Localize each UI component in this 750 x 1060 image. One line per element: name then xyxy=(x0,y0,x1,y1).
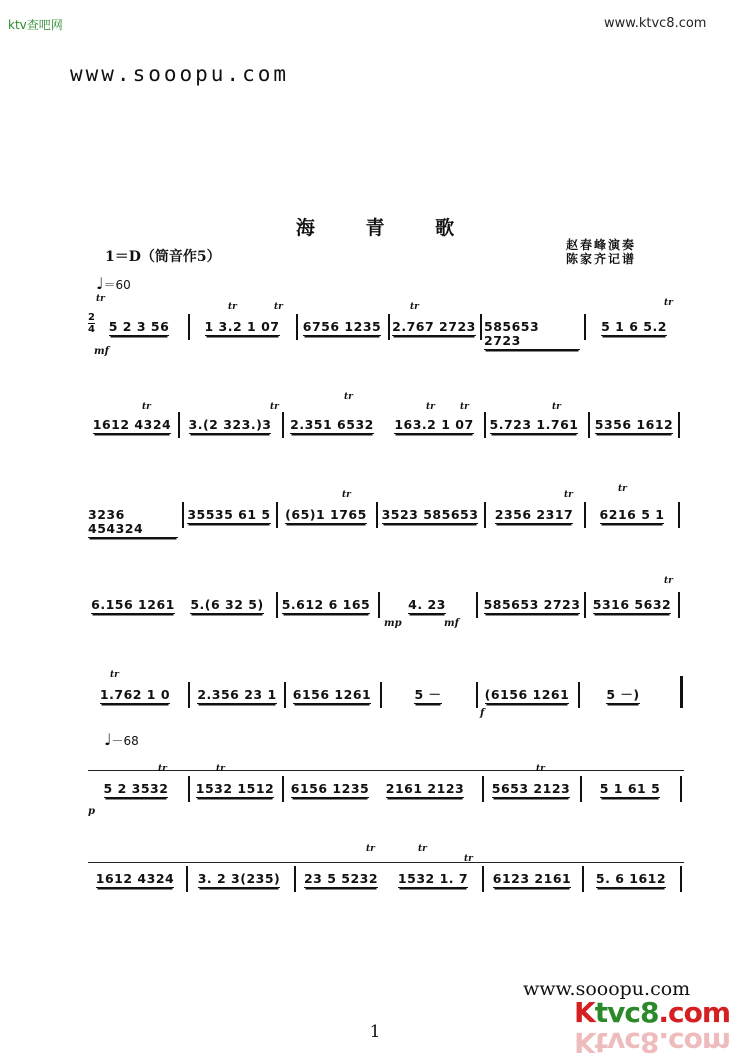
barline xyxy=(482,866,484,892)
trill-mark: tr xyxy=(96,294,105,304)
quarter-note-icon: ♩ xyxy=(96,274,104,293)
tempo-marking-1: ♩＝60 xyxy=(96,274,131,293)
measure: 5 1 61 5 xyxy=(599,781,661,796)
score-line-2 xyxy=(88,392,684,454)
barline xyxy=(582,866,584,892)
site-logo: Ktvc8.com xyxy=(574,996,731,1029)
measure: 5653 2123 xyxy=(491,781,571,796)
sustain-line xyxy=(88,862,684,863)
score-line-7 xyxy=(88,844,684,908)
measure: 6216 5 1 xyxy=(599,507,665,522)
barline xyxy=(188,314,190,340)
barline xyxy=(376,502,378,528)
trill-mark: tr xyxy=(460,402,469,412)
barline xyxy=(680,866,682,892)
measure: 1612 4324 xyxy=(95,871,175,886)
measure: 4. 23 xyxy=(408,597,446,612)
barline xyxy=(276,592,278,618)
measure: 6756 1235 xyxy=(302,319,382,334)
trill-mark: tr xyxy=(366,844,375,854)
measure: 585653 2723 xyxy=(483,597,581,612)
measure: 5 1 6 5.2 xyxy=(601,319,667,334)
credit-performer: 赵春峰演奏 xyxy=(566,238,637,252)
measure: (65)1 1765 xyxy=(285,507,367,522)
barline xyxy=(482,776,484,802)
measure: 3. 2 3(235) xyxy=(197,871,281,886)
barline xyxy=(282,412,284,438)
barline xyxy=(182,502,184,528)
barline xyxy=(678,592,680,618)
measure: 1.762 1 0 xyxy=(99,687,171,702)
measure: 5 － xyxy=(414,687,442,702)
barline xyxy=(480,314,482,340)
source-url: www.sooopu.com xyxy=(70,62,290,86)
barline xyxy=(584,314,586,340)
trill-mark: tr xyxy=(110,670,119,680)
trill-mark: tr xyxy=(342,490,351,500)
trill-mark: tr xyxy=(274,302,283,312)
sustain-line xyxy=(88,770,684,771)
measure: 1532 1512 xyxy=(195,781,275,796)
measure: (6156 1261 xyxy=(484,687,570,702)
barline xyxy=(588,412,590,438)
measure: 1 3.2 1 07 xyxy=(204,319,280,334)
song-title: 海 青 歌 xyxy=(295,217,477,239)
measure: 5.723 1.761 xyxy=(489,417,579,432)
barline xyxy=(178,412,180,438)
barline xyxy=(282,776,284,802)
barline xyxy=(680,776,682,802)
measure: 35535 61 5 xyxy=(187,507,271,522)
barline xyxy=(378,592,380,618)
trill-mark: tr xyxy=(410,302,419,312)
barline xyxy=(678,502,680,528)
measure: 5 2 3532 xyxy=(103,781,169,796)
trill-mark: tr xyxy=(536,764,545,774)
trill-mark: tr xyxy=(426,402,435,412)
score-line-6 xyxy=(88,764,684,818)
key-signature: 1＝D（筒音作5） xyxy=(105,249,221,265)
quarter-note-icon: ♩ xyxy=(104,730,112,749)
trill-mark: tr xyxy=(564,490,573,500)
barline xyxy=(276,502,278,528)
page-number: 1 xyxy=(369,1022,381,1042)
trill-mark: tr xyxy=(216,764,225,774)
score-line-5 xyxy=(88,670,684,724)
barline xyxy=(678,412,680,438)
measure: 5356 1612 xyxy=(594,417,674,432)
trill-mark: tr xyxy=(228,302,237,312)
site-label-right: www.ktvc8.com xyxy=(604,16,707,31)
measure: 2.767 2723 xyxy=(392,319,476,334)
trill-mark: tr xyxy=(464,854,473,864)
trill-mark: tr xyxy=(344,392,353,402)
trill-mark: tr xyxy=(418,844,427,854)
score-line-1 xyxy=(88,294,684,357)
score-line-4 xyxy=(88,576,684,634)
measure: 2161 2123 xyxy=(385,781,465,796)
credit-transcriber: 陈家齐记谱 xyxy=(566,252,637,266)
barline xyxy=(296,314,298,340)
dynamic-marking: f xyxy=(480,708,485,719)
barline xyxy=(584,592,586,618)
barline xyxy=(294,866,296,892)
barline xyxy=(484,412,486,438)
measure: 6.156 1261 xyxy=(91,597,175,612)
measure: 5. 6 1612 xyxy=(595,871,667,886)
measure: 6156 1235 xyxy=(290,781,370,796)
measure: 2.351 6532 xyxy=(290,417,374,432)
measure: 3236 454324 xyxy=(88,508,178,534)
barline xyxy=(388,314,390,340)
trill-mark: tr xyxy=(664,298,673,308)
time-signature: 2 4 xyxy=(88,312,95,335)
footer-url: www.sooopu.com xyxy=(523,978,691,1000)
measure: 3523 585653 xyxy=(381,507,479,522)
trill-mark: tr xyxy=(270,402,279,412)
trill-mark: tr xyxy=(664,576,673,586)
barline xyxy=(188,682,190,708)
barline xyxy=(186,866,188,892)
measure: 3.(2 323.)3 xyxy=(188,417,272,432)
measure: 6156 1261 xyxy=(292,687,372,702)
measure: 1532 1. 7 xyxy=(397,871,469,886)
trill-mark: tr xyxy=(142,402,151,412)
measure: 1612 4324 xyxy=(92,417,172,432)
dynamic-marking: mf xyxy=(444,618,459,629)
site-logo-reflection: Ktvc8.com xyxy=(574,1026,731,1059)
barline xyxy=(380,682,382,708)
measure: 163.2 1 07 xyxy=(394,417,474,432)
measure: 5316 5632 xyxy=(592,597,672,612)
measure: 5 －) xyxy=(606,687,640,702)
tempo-marking-2: ♩－68 xyxy=(104,730,139,749)
measure: 2.356 23 1 xyxy=(197,687,277,702)
trill-mark: tr xyxy=(552,402,561,412)
dynamic-marking: mp xyxy=(384,618,402,629)
score-line-3 xyxy=(88,484,684,544)
measure: 6123 2161 xyxy=(492,871,572,886)
barline xyxy=(284,682,286,708)
measure: 5 2 3 56 xyxy=(108,319,170,334)
final-barline xyxy=(680,676,683,708)
measure: 2356 2317 xyxy=(494,507,574,522)
trill-mark: tr xyxy=(158,764,167,774)
measure: 5.(6 32 5) xyxy=(190,597,264,612)
barline xyxy=(484,502,486,528)
barline xyxy=(580,776,582,802)
site-label-left: ktv查吧网 xyxy=(8,18,63,32)
barline xyxy=(584,502,586,528)
barline xyxy=(188,776,190,802)
dynamic-marking: p xyxy=(88,806,95,817)
measure: 585653 2723 xyxy=(484,320,580,346)
barline xyxy=(476,682,478,708)
barline xyxy=(476,592,478,618)
measure: 23 5 5232 xyxy=(303,871,379,886)
measure: 5.612 6 165 xyxy=(281,597,371,612)
barline xyxy=(578,682,580,708)
trill-mark: tr xyxy=(618,484,627,494)
dynamic-marking: mf xyxy=(94,346,109,357)
